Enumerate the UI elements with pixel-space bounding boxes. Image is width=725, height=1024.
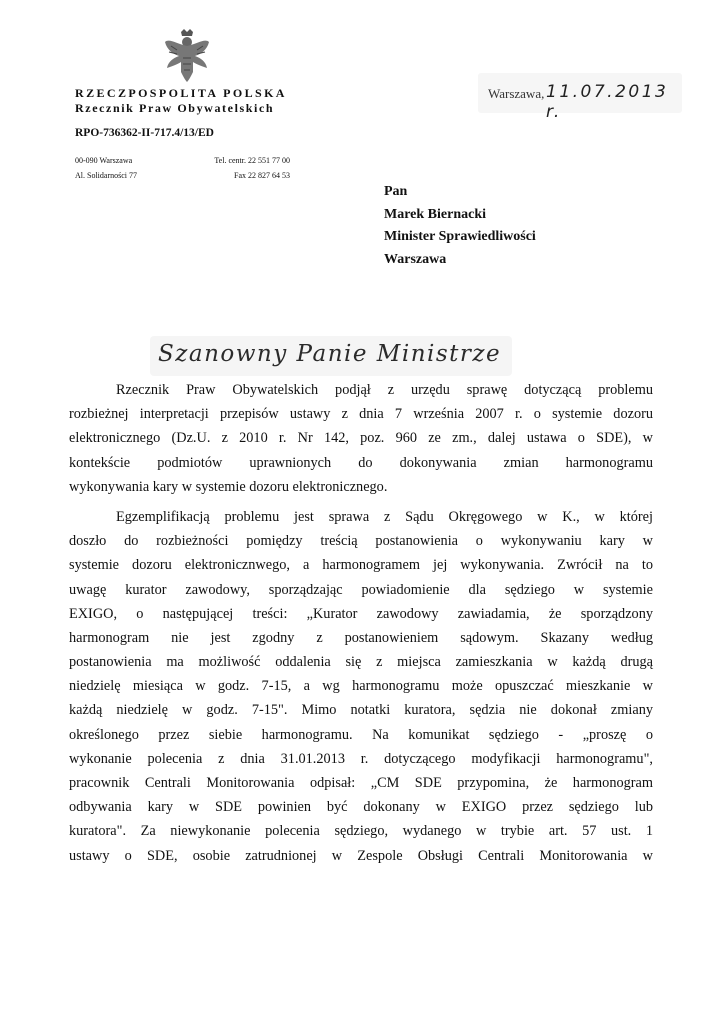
handwritten-date: 11.07.2013 r. [546, 82, 669, 122]
body-line: uwagę kurator zawodowy, sporządzając powiadomienie dla sędziego w systemie [69, 581, 653, 598]
addressee-name: Marek Biernacki [384, 206, 487, 222]
body-line: ustawy o SDE, osobie zatrudnionej w Zespole Obsługi Centrali Monitorowania w [69, 847, 653, 864]
body-line: postanowienia ma możliwość oddalenia się z miejsca zamieszkania w każdą drugą [69, 654, 653, 671]
org-subtitle: Rzecznik Praw Obywatelskich [75, 101, 275, 115]
greeting-text: Szanowny Panie Ministrze [158, 341, 502, 367]
body-line: wykonywania kary w systemie dozoru elektronicznego. [69, 478, 388, 495]
body-line: odbywania kary w SDE powinien być dokonany w EXIGO przez sędziego lub [69, 799, 653, 816]
body-line: każdą niedzielę w godz. 7-15". Mimo notatki kuratora, sędzia nie dokonał zmiany [69, 702, 653, 719]
date-label: Warszawa, [488, 86, 545, 101]
body-line: kuratora". Za niewykonanie polecenia sędziego, wydanego w trybie art. 57 ust. 1 [69, 823, 653, 840]
body-line: pracownik Centrali Monitorowania odpisał: „CM SDE przypomina, że harmonogram [69, 775, 653, 791]
addressee-position: Minister Sprawiedliwości [384, 229, 536, 244]
address-line-1: 00-090 Warszawa [75, 156, 133, 165]
addressee-block [384, 181, 536, 271]
reference-number: RPO-736362-II-717.4/13/ED [75, 127, 214, 139]
body-line: rozbieżnej interpretacji przepisów ustawy z dnia 7 września 2007 r. o systemie dozoru [69, 406, 653, 423]
polish-eagle-emblem-icon [163, 28, 211, 84]
body-line: systemie dozoru elektronicznwego, a harmonogramem jej wykonywania. Zwrócił na to [69, 557, 653, 574]
phone-number: Tel. centr. 22 551 77 00 [214, 156, 290, 165]
body-line: EXIGO, o następującej treści: „Kurator zawodowy zawiadamia, że sporządzony [69, 605, 653, 622]
body-line: doszło do rozbieżności pomiędzy treścią postanowienia o wykonywaniu kary w [69, 533, 653, 550]
date-stamp [478, 73, 682, 122]
address-line-2: Al. Solidarności 77 [75, 171, 137, 180]
body-line: elektronicznego (Dz.U. z 2010 r. Nr 142, poz. 960 ze zm., dalej ustawa o SDE), w [69, 430, 653, 447]
handwritten-greeting [150, 336, 512, 376]
letter-body [69, 378, 653, 868]
body-line: Rzecznik Praw Obywatelskich podjął z urzędu sprawę dotyczącą problemu [116, 382, 653, 398]
body-line: Egzemplifikacją problemu jest sprawa z Sądu Okręgowego w K., w której [116, 508, 653, 525]
addressee-title: Pan [384, 184, 408, 199]
body-line: harmonogram nie jest zgodny z postanowieniem sądowym. Skazany według [69, 629, 653, 646]
fax-number: Fax 22 827 64 53 [234, 171, 290, 180]
body-line: wykonanie polecenia z dnia 31.01.2013 r. dotyczącego modyfikacji harmonogramu", [69, 750, 653, 767]
body-line: kontekście podmiotów uprawnionych do dokonywania zmian harmonogramu [69, 454, 653, 471]
body-line: określonego przez siebie harmonogramu. Na komunikat sędziego - „proszę o [69, 726, 653, 743]
org-name: RZECZPOSPOLITA POLSKA [75, 86, 287, 100]
body-line: niedzielę miesiąca w godz. 7-15, a wg harmonogramu może opuszczać mieszkanie w [69, 678, 653, 695]
addressee-city: Warszawa [384, 251, 447, 267]
